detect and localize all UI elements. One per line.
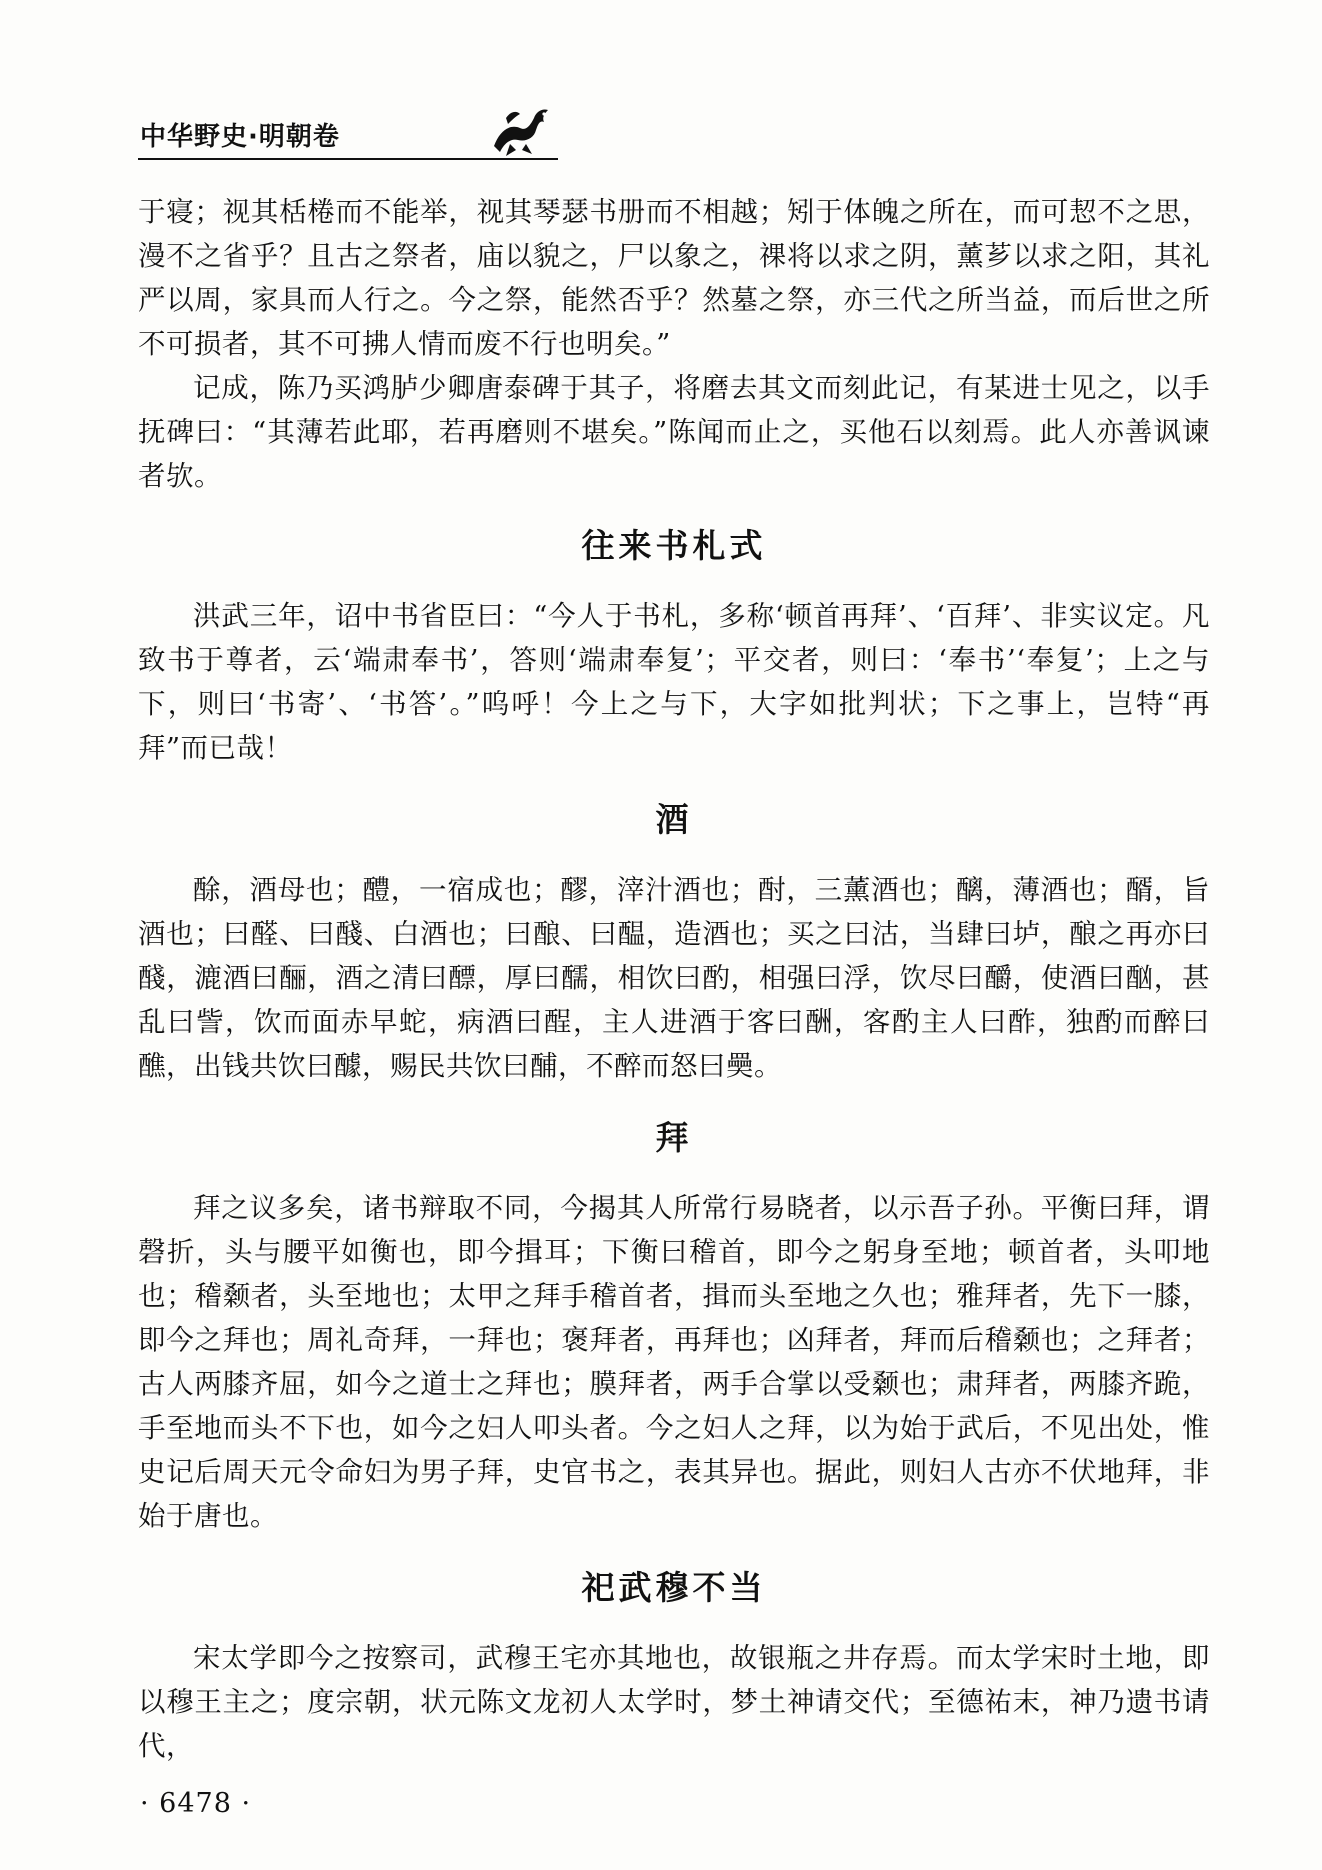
dragon-emblem-icon — [486, 100, 556, 158]
page-body — [138, 190, 1210, 1768]
paragraph: 洪武三年，诏中书省臣曰：“今人于书札，多称‘顿首再拜’、‘百拜’、非实议定。凡致书于尊者，云‘端肃奉书’，答则‘端肃奉复’；平交者，则曰：‘奉书’‘奉复’；上之与下，则曰‘书寄’、‘书答’。”呜呼！今上之与下，大字如批判状；下之事上，岂特“再拜”而已哉！ — [138, 600, 1210, 764]
paragraph: 宋太学即今之按察司，武穆王宅亦其地也，故银瓶之井存焉。而太学宋时土地，即以穆王主之；度宗朝，状元陈文龙初人太学时，梦土神请交代；至德祐末，神乃遗书请代， — [138, 1642, 1210, 1762]
paragraph: 于寝；视其栝棬而不能举，视其琴瑟书册而不相越；矧于体魄之所在，而可恝不之思，漫不之省乎？且古之祭者，庙以貌之，尸以象之，祼将以求之阴，薰芗以求之阳，其礼严以周，家具而人行之。今之祭，能然否乎？然墓之祭，亦三代之所当益，而后世之所不可损者，其不可拂人情而废不行也明矣。” — [138, 196, 1210, 360]
paragraph: 酴，酒母也；醴，一宿成也；醪，滓汁酒也；酎，三薰酒也；醨，薄酒也；醑，旨酒也；曰醛、曰醆、白酒也；曰酿、曰醖，造酒也；买之曰沽，当肆曰垆，酿之再亦曰醆，漉酒曰酾，酒之清曰醥，厚曰醹，相饮曰酌，相强曰浮，饮尽曰釂，使酒曰酗，甚乱曰訾，饮而面赤早蛇，病酒曰酲，主人进酒于客曰酬，客酌主人曰酢，独酌而醉曰醮，出钱共饮曰醵，赐民共饮曰酺，不醉而怒曰奰。 — [138, 874, 1210, 1082]
running-header — [138, 108, 558, 160]
section-heading: 祀武穆不当 — [581, 1568, 767, 1607]
book-title: 中华野史·明朝卷 — [140, 122, 340, 152]
paragraph: 记成，陈乃买鸿胪少卿唐泰碑于其子，将磨去其文而刻此记，有某进士见之，以手抚碑曰：“其薄若此耶，若再磨则不堪矣。”陈闻而止之，买他石以刻焉。此人亦善讽谏者欤。 — [138, 372, 1210, 492]
page-number: · 6478 · — [140, 1788, 252, 1819]
section-heading: 酒 — [655, 800, 693, 839]
section-heading: 拜 — [655, 1118, 693, 1157]
section-heading: 往来书札式 — [581, 526, 767, 565]
paragraph: 拜之议多矣，诸书辩取不同，今揭其人所常行易晓者，以示吾子孙。平衡曰拜，谓磬折，头与腰平如衡也，即今揖耳；下衡曰稽首，即今之躬身至地；顿首者，头叩地也；稽颡者，头至地也；太甲之拜手稽首者，揖而头至地之久也；雅拜者，先下一膝，即今之拜也；周礼奇拜，一拜也；褒拜者，再拜也；凶拜者，拜而后稽颡也；之拜者；古人两膝齐屈，如今之道士之拜也；膜拜者，两手合掌以受颡也；肃拜者，两膝齐跪，手至地而头不下也，如今之妇人叩头者。今之妇人之拜，以为始于武后，不见出处，惟史记后周天元令命妇为男子拜，史官书之，表其异也。据此，则妇人古亦不伏地拜，非始于唐也。 — [138, 1192, 1210, 1532]
